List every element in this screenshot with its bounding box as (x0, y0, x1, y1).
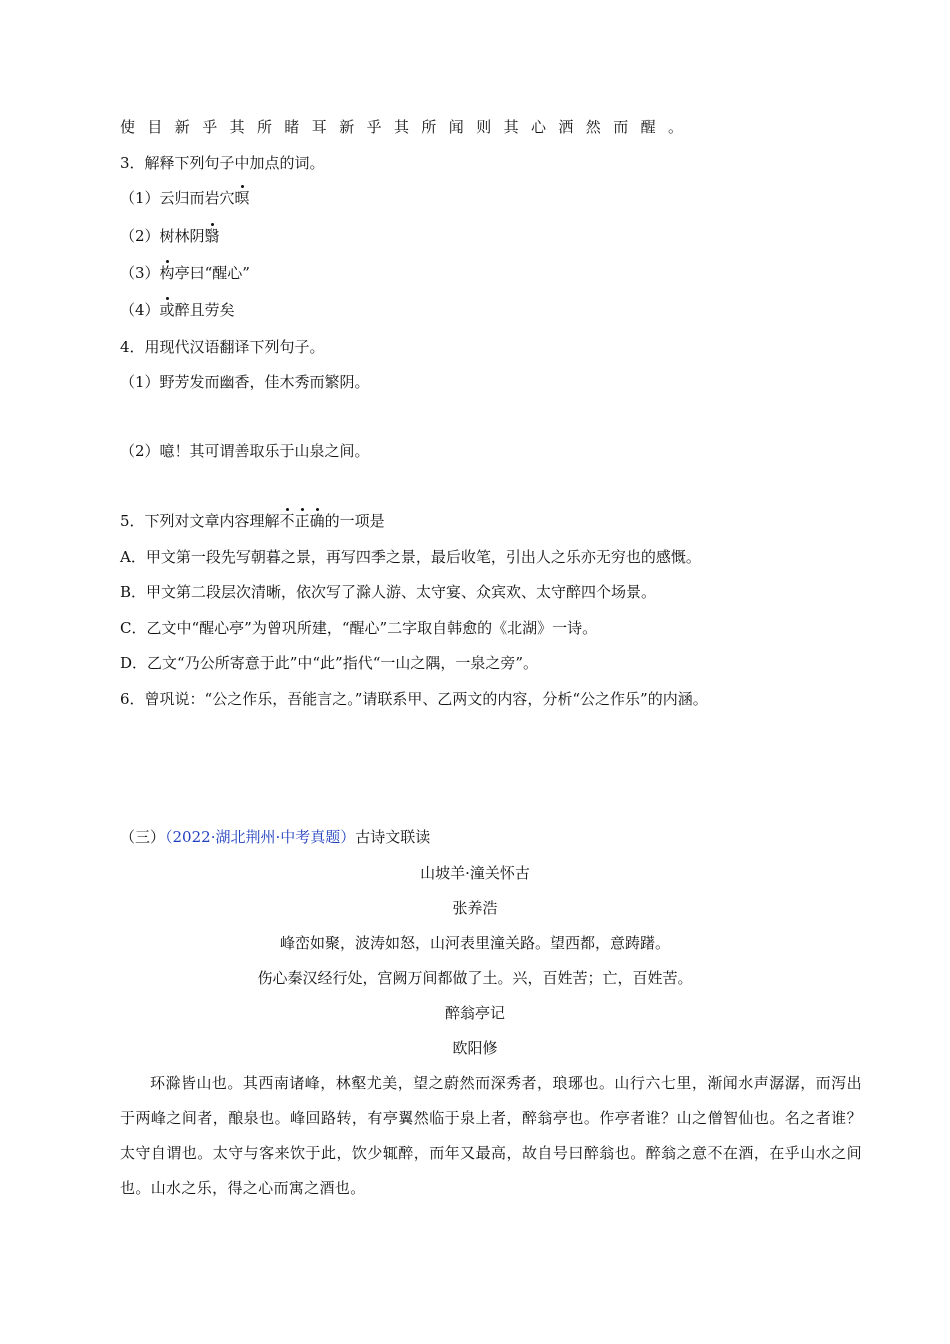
dotted-word: 翳 (204, 227, 220, 245)
q5-title: 5．下列对文章内容理解不正确的一项是 (120, 512, 385, 530)
q5-option-a: A．甲文第一段先写朝暮之景，再写四季之景，最后收笔，引出人之乐亦无穷也的感慨。 (120, 548, 701, 566)
q4-sentence-2: （2）噫！其可谓善取乐于山泉之间。 (120, 442, 370, 460)
dotted-word: 暝 (234, 189, 250, 207)
essay-title: 醉翁亭记 (444, 1004, 505, 1022)
q4-title: 4．用现代汉语翻译下列句子。 (120, 338, 325, 356)
q3-item-2: （2）树林阴翳 (120, 227, 220, 245)
q6-text: 6．曾巩说：“公之作乐，吾能言之。”请联系甲、乙两文的内容，分析“公之作乐”的内涵。 (120, 690, 708, 708)
q3-title: 3．解释下列句子中加点的词。 (120, 154, 325, 172)
essay-author: 欧阳修 (452, 1039, 498, 1057)
q3-item-4: （4）或醉且劳矣 (120, 301, 235, 319)
poem-line-2: 伤心秦汉经行处，宫阙万间都做了土。兴，百姓苦；亡，百姓苦。 (257, 969, 693, 987)
q2-tail-text: 使目新乎其所睹耳新乎其所闻则其心洒然而醒。 (120, 118, 696, 136)
q3-item-1: （1）云归而岩穴暝 (120, 189, 250, 207)
q3-item-3: （3）构亭曰“醒心” (120, 264, 250, 282)
poem-line-1: 峰峦如聚，波涛如怒，山河表里潼关路。望西都，意踌躇。 (279, 934, 670, 952)
poem-author: 张养浩 (452, 899, 498, 917)
dotted-word: 或 (159, 301, 175, 319)
poem-title: 山坡羊·潼关怀古 (420, 864, 530, 882)
q4-sentence-1: （1）野芳发而幽香，佳木秀而繁阴。 (120, 373, 370, 391)
q5-option-d: D．乙文“乃公所寄意于此”中“此”指代“一山之隅，一泉之旁”。 (120, 654, 539, 672)
section-3-heading: （三）（2022·湖北荆州·中考真题）古诗文联读 (120, 828, 431, 846)
essay-paragraph: 环滁皆山也。其西南诸峰，林壑尤美，望之蔚然而深秀者，琅琊也。山行六七里，渐闻水声潺潺，而泻出于两峰之间者，酿泉也。峰回路转，有亭翼然临于泉上者，醉翁亭也。作亭者谁？山之僧智仙也。名之者谁？太守自谓也。太守与客来饮于此，饮少辄醉，而年又最高，故自号曰醉翁也。醉翁之意不在酒，在乎山水之间也。山水之乐，得之心而寓之酒也。 (120, 1074, 862, 1197)
q5-option-c: C．乙文中“醒心亭”为曾巩所建，“醒心”二字取自韩愈的《北湖》一诗。 (120, 619, 598, 637)
dotted-word: 构 (159, 264, 175, 282)
q5-option-b: B．甲文第二段层次清晰，依次写了滁人游、太守宴、众宾欢、太守醉四个场景。 (120, 583, 657, 601)
source-tag: （2022·湖北荆州·中考真题） (165, 828, 356, 846)
